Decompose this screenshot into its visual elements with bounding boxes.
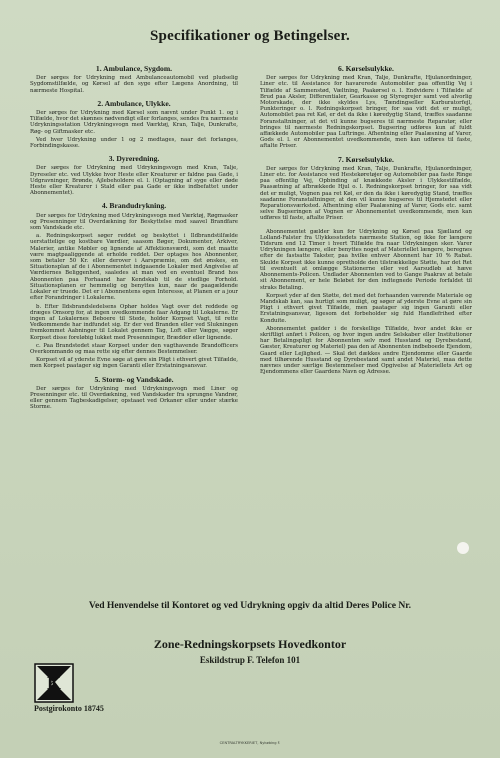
section-paragraph: Der sørges for Udrykning med Udrykningsvogn med Kran, Talje, Dyreseler etc. ved Ulykke hvor Heste eller Kreaturer er faldne paa Gade, i Udgravninger, Brønde, Ajlebeholdere el. l. (Optagning af syge eller døde Heste eller Kreaturer i Stald eller paa Gade er ikke indbefattet under Abonnementet). xyxy=(30,165,238,197)
section-paragraph: Ved hver Udrykning under 1 og 2 medtages, naar det forlanges, Forbindingskasse. xyxy=(30,136,238,150)
section-paragraph: Korpset yder af den Støtte, det med det forhaanden værende Materiale og Mandskab kan, saa hurtigt som muligt, og søger af yderste Evne at gøre sin Pligt i ethvert givet Tilfælde, men paatager sig ingen Garanti eller Erstatningsansvar, ligesom det forbeholder sig fuld Handlefrihed efter Konduite. xyxy=(260,292,472,324)
right-column xyxy=(260,66,472,382)
section-heading: 5. Storm- og Vandskade. xyxy=(94,374,174,384)
document-title: Specifikationer og Betingelser. xyxy=(150,28,350,44)
section-heading: 1. Ambulance, Sygdom. xyxy=(95,64,173,73)
left-column xyxy=(30,66,238,418)
section-paragraph: Abonnementet gælder i de forskellige Tilfælde, hvor andet ikke er skriftligt anført i Policen, og hvor ingen andre Selskaber eller Institutioner har Betalingspligt for Abonnenten selv med Husstand og Dyrebestand, Gæster, Kreaturer og Materiel) paa den af Abonnenten indbeboede Ejendom, Gaard eller Lejlighed. — Skal det dækkes andre Ejendomme eller Gaarde med tilhørende Husstand og Dyrebestand samt andet Materiel, maa dette nævnes under særlige Bestemmelser med Opgivelse af Materiellets Art og Ejendommens eller Gaardens Navn og Adresse. xyxy=(260,325,472,376)
section xyxy=(30,156,238,196)
section xyxy=(30,203,238,369)
organization-address: Eskildstrup F. Telefon 101 xyxy=(199,655,301,665)
section-heading: 2. Ambulance, Ulykke. xyxy=(97,98,171,108)
postgiro-account: Postgirokonto 18745 xyxy=(34,704,104,713)
section-paragraph: Der sørges for Udrykning med Kran, Talje, Dunkrafte, Hjulanordninger, Liner etc. for Assistance ved Hestekøretøjer og Automobiler paa faste Ringe paa offentlig Vej, Opbinding af knækkede Aksler i Ulykkestilfælde, Paasætning af afbrækkede Hjul o. l. Redningskorpset bringer, for saa vidt det er muligt, Vognen paa ret Køl, er den da ikke i køredygtig Stand, træffes saadanne Foranstaltninger, at den vil kunne bugseres til Hjemstedet eller Reparationsværksted. Afhentning eller Paalæsning af Varer, Gods etc. samt selve Bugseringen af Vognen er Abonnementet uvedkommende, men kan udføres til faste, aftalte Priser. xyxy=(260,165,472,222)
section-paragraph: Der sørges for Udrykning med Udrykningsvogn med Værktøj, Røgmasker og Presenninger til Overdækning for Beskyttelse mod saavel Brandfare som Vandskade etc. xyxy=(30,212,238,232)
organization-name: Zone-Redningskorpsets Hovedkontor xyxy=(153,637,347,651)
printer-imprint: CENTRALTRYKKERIET, Nykøbing F. xyxy=(219,741,281,745)
police-number-notice: Ved Henvendelse til Kontoret og ved Udrykning opgiv da altid Deres Police Nr. xyxy=(88,600,412,611)
zone-logo xyxy=(34,663,74,703)
punch-hole xyxy=(457,542,469,554)
section-paragraph: Abonnementet gælder kun for Udrykning og Kørsel paa Sjælland og Lolland-Falster fra Ulykkesstedets nærmeste Station, og ikke for længere Tidsrum end 12 Timer i hvert Tilfælde fra naar Udrykningen sker. Varer Udrykningen længere, eller benyttes noget af Materiellet længere, beregnes efter de fastsatte Takster, paa hvilke enhver Abonnent har 10 % Rabat. Skulde Korpset ikke kunne opretholde den tilstrækkelige Støtte, har det Ret til eventuelt at omlægge Stationerne eller ved Aarsudløb at hæve Abonnements-Policen. Undlader Abonnenten ved to Gange Paakrav at betale sit Abonnement, er hele Beløbet for den indtegnede Periode forfaldet til straks Betaling. xyxy=(260,228,472,291)
section xyxy=(260,229,472,376)
section-paragraph: c. Paa Brandstedet staar Korpset under den vagthavende Brandofficers Overkommando og maa rette sig efter dennes Bestemmelser. xyxy=(30,342,238,355)
section xyxy=(30,66,238,94)
section-heading: 4. Brandudrykning. xyxy=(101,201,167,211)
section-paragraph: Der sørges for Udrykning med Ambulanceautomobil ved pludselig Sygdomstilfælde, og Kørsel af den syge efter Lægens Anordning, til nærmeste Hospital. xyxy=(30,75,238,94)
section-paragraph: b. Efter Ildsbrandsledelsens Ophør holdes Vagt over det reddede og dræges Omsorg for, at ingen uvedkommende faar Adgang til Lokalerne. Er ingen af Lokalernes Beboere til Stede, holder Korpset Vagt, til rette Vedkommende har indfundet sig. Er der ved Branden eller ved Slukningen fremkommet Aabninger til Lokalet gennem Tag, Loft eller Vægge, søger Korpset disse foreløbig lukket med Presenninger, Brædder eller lignende. xyxy=(30,303,238,341)
section-heading: 3. Dyreredning. xyxy=(108,154,160,164)
section-paragraph: a. Redningskorpset søger reddet og beskyttet i Ildbrandstilfælde uerstattelige og kostbare Værdier, saasom Bøger, Dokumenter, Arkiver, Malerier, antike Møbler og lignende af Affektionsværdi, som det maatte være magtpaaliggende at erholde reddet. Der optages hos Abonnenter, som betaler 50 Kr. eller derover i Aarspræmie, om det ønskes, en Situationsplan af de i Abonnementet indgaaende Lokaler med Angivelse af Værdiernes Beliggenhed, saaledes at man ved en eventuel Brand hos Abonnenten paa Forhaand har Kendskab til de stedlige Forhold. Situationsplanen er hemmelig og benyttes kun, naar de paagældende Lokaler er truede. Det er i Abonnentens egen Interesse, at Planen er a jour efter Forandringer i Lokalerne. xyxy=(30,233,238,302)
section-paragraph: Der sørges for Udrykning med Kørsel som nævnt under Punkt 1. og i Tilfælde, hvor det skønnes nødvendigt eller forlanges, sendes fra nærmeste Udrykningsstation Udrykningsvogn med Værktøj, Kran, Talje, Dunkrafte, Røg- og Giftmasker etc. xyxy=(30,110,238,135)
section xyxy=(30,98,238,150)
section xyxy=(260,66,472,150)
section-paragraph: Der sørges for Udrykning med Kran, Talje, Dunkrafte, Hjulanordninger, Liner etc. til Assistance for havarerede Automobiler paa offentlig Vej i Tilfælde af Sammenstød, Væltning, Paakørsel o. l. Endvidere i Tilfælde af Brud paa Aksler, Differentialer, Gearkasse og Styregrejer samt ved alvorlig Motorskade, der ikke skyldes Lys, Tændingseller Karburatorfejl, Punkteringer o. l. Redningskorpset bringer, for saa vidt det er muligt, Automobilet paa ret Køl, er det da ikke i køredygtig Stand, træffes saadanne Foranstaltninger, at det vil kunne bugseres til nærmeste Reparatør, eller bringes til nærmeste Redningskorpset. Bugsering udføres kun af fuldt affækkede Automobiler paa Luftringe. Afhentning eller Paalæsning af Varer, Gods el. l. er Abonnementet uvedkommende, men kan udføres til faste, aftalte Priser. xyxy=(260,75,472,150)
section xyxy=(30,374,238,411)
section-heading: 7. Kørselsulykke. xyxy=(338,154,394,164)
section-heading: 6. Kørselsulykke. xyxy=(338,64,394,73)
section xyxy=(260,154,472,222)
section-paragraph: Der sørges for Udrykning med Udrykningsvogn med Liner og Presenninger etc. til Overdækning, ved Vandskader fra sprungne Vandrør, eller gennem Tagbeskadigelser, opstaaet ved Orkaner eller under stærke Storme. xyxy=(30,385,238,411)
section-paragraph: Korpset vil af yderste Evne søge at gøre sin Pligt i ethvert givet Tilfælde, men Korpset paatager sig ingen Garanti eller Erstatningsansvar. xyxy=(30,357,238,370)
logo-letter: K xyxy=(46,673,62,693)
